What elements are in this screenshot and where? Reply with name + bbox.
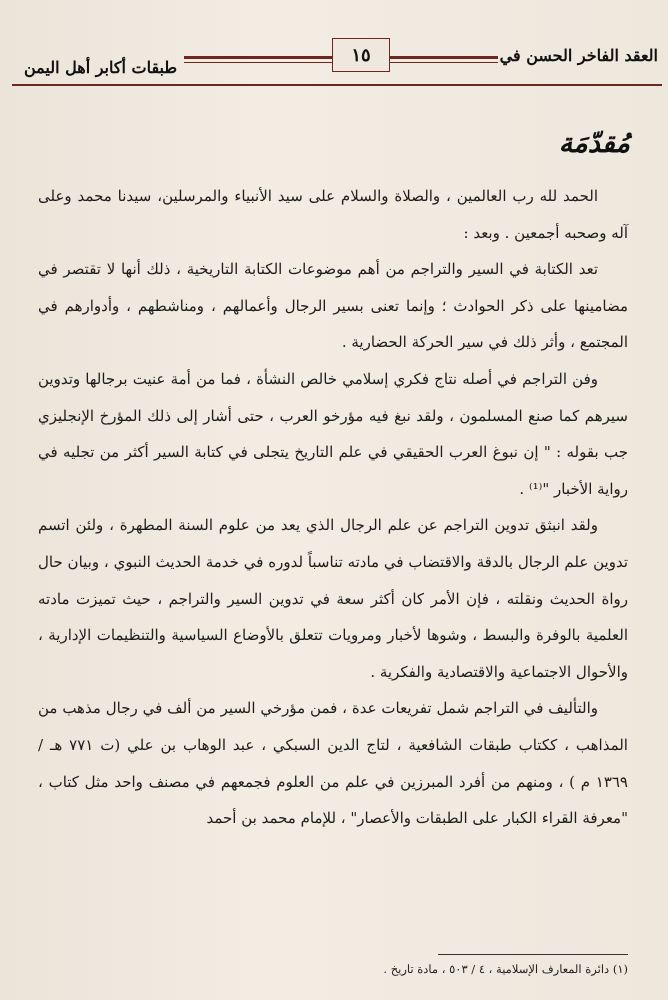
body-text bbox=[38, 178, 628, 837]
header-title-left: طبقات أكابر أهل اليمن bbox=[24, 58, 178, 77]
paragraph: والتأليف في التراجم شمل تفريعات عدة ، فمن مؤرخي السير من ألف في رجال مذهب من المذاهب ، ككتاب طبقات الشافعية ، لتاج الدين السبكي ، عبد الوهاب بن علي (ت ٧٧١ هـ / ١٣٦٩ م ) ، ومنهم من أفرد المبرزين في علم من العلوم فجمعهم في مصنف واحد مثل كتاب ، "معرفة القراء الكبار على الطبقات والأعصار" ، للإمام محمد بن أحمد bbox=[38, 699, 628, 828]
footnote-divider bbox=[438, 954, 628, 955]
paragraph: الحمد لله رب العالمين ، والصلاة والسلام على سيد الأنبياء والمرسلين، سيدنا محمد وعلى آله وصحبه أجمعين . وبعد : bbox=[38, 187, 628, 242]
footnote: (١) دائرة المعارف الإسلامية ، ٤ / ٥٠٣ ، مادة تاريخ . bbox=[383, 962, 628, 976]
header-underline bbox=[12, 84, 662, 86]
paragraph: ولقد انبثق تدوين التراجم عن علم الرجال الذي يعد من علوم السنة المطهرة ، ولئن اتسم تدوين علم الرجال بالدقة والاقتضاب في مادته تناسباً لدوره في خدمة الحديث النبوي ، وبيان حال رواة الحديث ونقلته ، فإن الأمر كان أكثر سعة في تدوين السير والتراجم ، حيث تميزت مادته العلمية بالوفرة والبسط ، وشوها لأخبار ومرويات تتعلق بالأوضاع السياسية والتنظيمات الإدارية ، والأحوال الاجتماعية والاقتصادية والفكرية . bbox=[38, 516, 628, 681]
section-heading: مُقدّمَة bbox=[558, 128, 630, 159]
running-header bbox=[12, 36, 662, 92]
header-title-right: العقد الفاخر الحسن في bbox=[499, 46, 658, 65]
page-number: ١٥ bbox=[332, 38, 390, 72]
paragraph: وفن التراجم في أصله نتاج فكري إسلامي خالص النشأة ، فما من أمة عنيت برجالها وتدوين سيرهم كما صنع المسلمون ، ولقد نبغ فيه مؤرخو العرب ، حتى أشار إلى ذلك المؤرخ الإنجليزي جب بقوله : " إن نبوغ العرب الحقيقي في علم التاريخ يتجلى في كتابة السير أكثر من تجليه في رواية الأخبار "⁽¹⁾ . bbox=[38, 369, 628, 498]
paragraph: تعد الكتابة في السير والتراجم من أهم موضوعات الكتابة التاريخية ، ذلك أنها لا تقتصر في مضامينها على ذكر الحوادث ؛ وإنما تعنى بسير الرجال وأعمالهم ، ومناشطهم ، وأدوارهم في المجتمع ، وأثر ذلك في سير الحركة الحضارية . bbox=[38, 260, 628, 352]
